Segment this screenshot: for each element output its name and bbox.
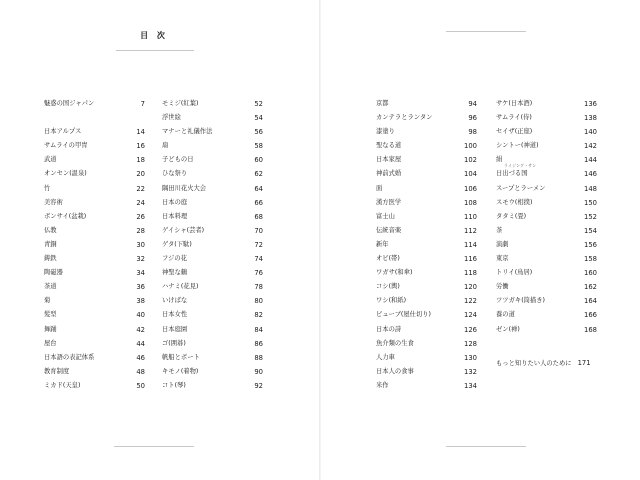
toc-entry[interactable] (376, 323, 477, 337)
entry-title: 日本アルプス (44, 128, 82, 136)
entry-page: 24 (136, 198, 145, 207)
entry-page: 144 (584, 156, 597, 165)
toc-entry[interactable] (44, 224, 145, 238)
entry-page: 142 (584, 142, 597, 151)
bottom-rule-right-page (446, 446, 526, 447)
entry-page: 94 (468, 100, 477, 108)
toc-title: 目 次 (140, 31, 168, 40)
entry-page: 171 (577, 359, 591, 367)
entry-title: 人力車 (376, 353, 395, 361)
entry-title: 日本料理 (162, 212, 188, 220)
toc-entry[interactable] (496, 125, 597, 139)
entry-title: 子どもの日 (162, 156, 194, 164)
toc-entry[interactable] (44, 210, 145, 224)
entry-page: 40 (136, 311, 145, 320)
entry-title: 魚介類の生食 (376, 339, 414, 347)
entry-page: 80 (254, 297, 263, 306)
entry-title: 陶磁器 (44, 269, 63, 277)
toc-entry[interactable] (44, 379, 145, 393)
entry-title: セイザ(正座) (496, 128, 533, 136)
entry-page: 28 (136, 226, 145, 235)
entry-page: 84 (254, 325, 263, 334)
toc-column-4 (496, 97, 597, 337)
toc-entry[interactable] (162, 266, 263, 280)
toc-entry[interactable] (44, 266, 145, 280)
entry-title: 神前式婚 (376, 170, 402, 178)
toc-entry[interactable] (44, 294, 145, 308)
entry-page: 120 (464, 283, 477, 292)
entry-title: オンセン(温泉) (44, 170, 87, 178)
toc-entry[interactable] (376, 266, 477, 280)
toc-entry[interactable] (376, 167, 477, 181)
toc-entry[interactable] (162, 379, 263, 393)
toc-entry[interactable] (44, 308, 145, 322)
title-underline (116, 50, 194, 51)
entry-page: 56 (254, 128, 263, 137)
entry-page: 26 (136, 212, 145, 221)
entry-title: 日本庭園 (162, 325, 188, 333)
entry-page: 32 (136, 255, 145, 264)
entry-page: 100 (464, 142, 477, 151)
entry-title: サムライ(侍) (496, 114, 532, 122)
entry-page: 38 (136, 297, 145, 306)
entry-title: 魅惑の国ジャパン (44, 100, 95, 107)
toc-entry[interactable] (162, 224, 263, 238)
toc-entry[interactable] (376, 238, 477, 252)
entry-page: 126 (464, 325, 477, 334)
entry-title: 髪型 (44, 311, 57, 319)
entry-page: 160 (584, 269, 597, 278)
entry-title: ハナミ(花見) (162, 283, 199, 291)
entry-title: 漆塗り (376, 128, 395, 136)
toc-entry[interactable] (162, 196, 263, 210)
entry-page: 116 (464, 255, 477, 264)
top-rule-right-page (446, 31, 526, 32)
entry-title: 演劇 (496, 240, 509, 248)
entry-page: 66 (254, 198, 263, 207)
entry-title: ゲタ(下駄) (162, 240, 192, 248)
toc-entry[interactable] (44, 153, 145, 167)
entry-title: ワガサ(和傘) (376, 269, 413, 277)
entry-title: フジの花 (162, 255, 187, 263)
entry-title: 美容術 (44, 198, 63, 206)
toc-entry[interactable] (44, 351, 145, 365)
entry-page: 30 (136, 240, 145, 249)
entry-page: 130 (464, 353, 477, 362)
toc-entry[interactable] (376, 308, 477, 322)
entry-page: 44 (136, 339, 145, 348)
toc-entry[interactable] (44, 365, 145, 379)
toc-entry[interactable] (496, 252, 597, 266)
toc-entry[interactable] (376, 379, 477, 393)
entry-title: 帆船とボート (162, 353, 200, 361)
toc-entry[interactable] (162, 323, 263, 337)
entry-page: 70 (254, 226, 263, 235)
toc-entry[interactable] (162, 337, 263, 351)
entry-title: 養の道 (496, 311, 515, 319)
entry-title: スモウ(相撲) (496, 198, 533, 206)
entry-title: ワシ(和紙) (376, 297, 407, 305)
entry-title: ゼン(禅) (496, 325, 520, 333)
toc-entry[interactable] (376, 280, 477, 294)
entry-title: 伝統音楽 (376, 226, 402, 234)
entry-page: 122 (464, 297, 477, 306)
entry-page: 14 (136, 128, 145, 137)
toc-entry[interactable] (496, 139, 597, 153)
entry-title: トリイ(鳥居) (496, 269, 533, 277)
entry-page: 68 (254, 212, 263, 221)
entry-title: 仏教 (44, 226, 57, 234)
toc-entry[interactable] (162, 139, 263, 153)
entry-title: 東京 (496, 255, 509, 263)
toc-entry[interactable] (162, 351, 263, 365)
toc-entry[interactable] (376, 351, 477, 365)
toc-entry[interactable] (496, 182, 597, 196)
entry-title: コト(琴) (162, 381, 186, 389)
toc-entry[interactable] (376, 337, 477, 351)
toc-entry[interactable] (496, 210, 597, 224)
bottom-rule-left-page (114, 446, 194, 447)
entry-page: 150 (584, 198, 597, 207)
entry-page: 64 (254, 184, 263, 193)
entry-page: 108 (464, 198, 477, 207)
entry-title: 屋台 (44, 339, 57, 347)
entry-page: 158 (584, 255, 597, 264)
toc-entry[interactable] (376, 125, 477, 139)
toc-entry[interactable] (44, 337, 145, 351)
toc-entry[interactable] (162, 238, 263, 252)
toc-entry[interactable] (376, 97, 477, 111)
toc-entry (44, 111, 145, 125)
entry-page: 164 (584, 297, 597, 306)
toc-entry[interactable] (162, 308, 263, 322)
entry-title: 茶道 (44, 283, 57, 291)
entry-title: 労働 (496, 283, 509, 291)
entry-title: 日本女性 (162, 311, 188, 319)
toc-entry[interactable] (162, 153, 263, 167)
toc-entry[interactable] (376, 210, 477, 224)
entry-title: タタミ(畳) (496, 212, 527, 220)
toc-entry[interactable] (496, 266, 597, 280)
entry-page: 96 (468, 114, 477, 123)
entry-title: 神聖な鶴 (162, 269, 188, 277)
toc-entry[interactable] (496, 323, 597, 337)
furigana-annotation: ライジング・サン (504, 163, 537, 168)
toc-column-1 (44, 97, 145, 393)
entry-title: 絹 (496, 156, 503, 164)
entry-title: 富士山 (376, 212, 395, 220)
toc-entry[interactable] (496, 97, 597, 111)
entry-page: 118 (464, 269, 477, 278)
entry-title: シントー(神道) (496, 142, 539, 150)
toc-entry[interactable] (496, 294, 597, 308)
toc-entry[interactable] (496, 224, 597, 238)
entry-title: 舞踊 (44, 325, 57, 333)
entry-title: 漢方医学 (376, 198, 402, 206)
toc-entry[interactable] (162, 111, 263, 125)
entry-title: 隅田川花火大会 (162, 184, 207, 192)
toc-entry[interactable] (376, 153, 477, 167)
entry-page: 7 (140, 100, 145, 108)
entry-page: 114 (464, 240, 477, 249)
entry-page: 42 (136, 325, 145, 334)
entry-page: 60 (254, 156, 263, 165)
entry-title: 日本人の食事 (376, 367, 414, 375)
entry-title: ボンサイ(盆栽) (44, 212, 87, 220)
entry-page: 156 (584, 240, 597, 249)
toc-entry[interactable] (44, 97, 145, 111)
toc-entry[interactable] (44, 280, 145, 294)
entry-page: 168 (584, 325, 597, 334)
entry-page: 162 (584, 283, 597, 292)
entry-page: 138 (584, 114, 597, 123)
toc-entry[interactable] (496, 356, 597, 370)
entry-title: 日本の詩 (376, 325, 402, 333)
entry-title: コシ(輿) (376, 283, 400, 291)
entry-title: ミカド(天皇) (44, 381, 81, 389)
entry-title: ゲイシャ(芸者) (162, 226, 205, 234)
entry-page: 146 (584, 170, 597, 179)
toc-entry[interactable] (162, 182, 263, 196)
entry-title: 扇 (162, 142, 169, 150)
entry-title: 鋳鉄 (44, 255, 57, 263)
toc-entry[interactable] (496, 167, 597, 181)
entry-page: 140 (584, 128, 597, 137)
entry-page: 54 (254, 114, 263, 123)
entry-title: ツツガキ(筒描き) (496, 297, 545, 305)
toc-entry[interactable] (496, 308, 597, 322)
entry-title: 日出づる国 (496, 170, 528, 178)
toc-entry[interactable] (496, 238, 597, 252)
entry-title: 茶 (496, 226, 503, 234)
entry-page: 110 (464, 212, 477, 221)
book-gutter (319, 0, 321, 480)
toc-entry[interactable] (376, 224, 477, 238)
entry-page: 78 (254, 283, 263, 292)
entry-page: 102 (464, 156, 477, 165)
toc-entry[interactable] (376, 182, 477, 196)
toc-entry[interactable] (376, 252, 477, 266)
entry-page: 22 (136, 184, 145, 193)
entry-title: カンテラとランタン (376, 114, 433, 122)
entry-page: 152 (584, 212, 597, 221)
toc-entry[interactable] (44, 182, 145, 196)
toc-column-3 (376, 97, 477, 393)
toc-entry[interactable] (376, 196, 477, 210)
toc-entry[interactable] (496, 280, 597, 294)
entry-title: サムライの甲冑 (44, 142, 88, 150)
toc-entry[interactable] (162, 125, 263, 139)
toc-entry[interactable] (162, 252, 263, 266)
toc-entry[interactable] (376, 294, 477, 308)
entry-page: 82 (254, 311, 263, 320)
entry-title: オビ(帯) (376, 255, 400, 263)
entry-page: 154 (584, 226, 597, 235)
entry-page: 20 (136, 170, 145, 179)
entry-title: サケ(日本酒) (496, 100, 533, 107)
entry-page: 74 (254, 255, 263, 264)
toc-column-2 (162, 97, 263, 393)
entry-page: 48 (136, 367, 145, 376)
entry-title: 面 (376, 184, 383, 192)
toc-entry[interactable] (44, 139, 145, 153)
entry-title: 京都 (376, 100, 389, 107)
entry-title: スープとラーメン (496, 184, 546, 192)
toc-entry[interactable] (162, 365, 263, 379)
entry-page: 36 (136, 283, 145, 292)
entry-page: 98 (468, 128, 477, 137)
toc-entry[interactable] (162, 280, 263, 294)
entry-title: ひな祭り (162, 170, 188, 178)
entry-page: 132 (464, 367, 477, 376)
entry-title: 浮世絵 (162, 114, 181, 122)
toc-entry[interactable] (162, 294, 263, 308)
entry-title: いけばな (162, 297, 188, 305)
entry-title: 教育制度 (44, 367, 70, 375)
entry-title: マナーと礼儀作法 (162, 128, 213, 136)
toc-entry[interactable] (44, 167, 145, 181)
toc-entry[interactable] (44, 252, 145, 266)
entry-page: 52 (254, 100, 263, 108)
entry-title: もっと知りたい人のために (496, 360, 572, 367)
entry-page: 124 (464, 311, 477, 320)
entry-page: 90 (254, 367, 263, 376)
entry-title: 新年 (376, 240, 389, 248)
entry-page: 106 (464, 184, 477, 193)
entry-page: 62 (254, 170, 263, 179)
entry-title: モミジ(紅葉) (162, 100, 199, 107)
entry-title: 日本家屋 (376, 156, 402, 164)
toc-entry[interactable] (44, 196, 145, 210)
toc-entry[interactable] (376, 139, 477, 153)
entry-title: 聖なる道 (376, 142, 402, 150)
entry-page: 166 (584, 311, 597, 320)
toc-entry[interactable] (44, 125, 145, 139)
entry-page: 148 (584, 184, 597, 193)
entry-page: 76 (254, 269, 263, 278)
toc-entry[interactable] (162, 167, 263, 181)
toc-entry[interactable] (162, 97, 263, 111)
entry-page: 104 (464, 170, 477, 179)
entry-title: 米作 (376, 381, 389, 389)
entry-title: 日本語の表記体系 (44, 353, 95, 361)
entry-title: 日本の庭 (162, 198, 188, 206)
toc-entry[interactable] (44, 323, 145, 337)
toc-entry[interactable] (376, 365, 477, 379)
toc-entry[interactable] (162, 210, 263, 224)
entry-page: 128 (464, 339, 477, 348)
further-reading (496, 356, 597, 370)
entry-title: キモノ(着物) (162, 367, 199, 375)
entry-page: 72 (254, 240, 263, 249)
entry-page: 34 (136, 269, 145, 278)
entry-page: 18 (136, 156, 145, 165)
entry-title: 武道 (44, 156, 57, 164)
entry-title: 青銅 (44, 240, 57, 248)
entry-page: 58 (254, 142, 263, 151)
entry-title: 竹 (44, 184, 51, 192)
entry-page: 88 (254, 353, 263, 362)
entry-title: ゴ(囲碁) (162, 339, 186, 347)
entry-page: 136 (584, 100, 597, 108)
entry-page: 50 (136, 381, 145, 390)
entry-page: 112 (464, 226, 477, 235)
entry-page: 134 (464, 381, 477, 390)
entry-page: 16 (136, 142, 145, 151)
toc-entry[interactable] (496, 196, 597, 210)
entry-title: ビューブ(屋仕切り) (376, 311, 431, 319)
toc-entry[interactable] (496, 111, 597, 125)
toc-entry[interactable] (44, 238, 145, 252)
entry-page: 46 (136, 353, 145, 362)
entry-title: 菊 (44, 297, 51, 305)
entry-page: 86 (254, 339, 263, 348)
entry-page: 92 (254, 381, 263, 390)
toc-entry[interactable] (376, 111, 477, 125)
